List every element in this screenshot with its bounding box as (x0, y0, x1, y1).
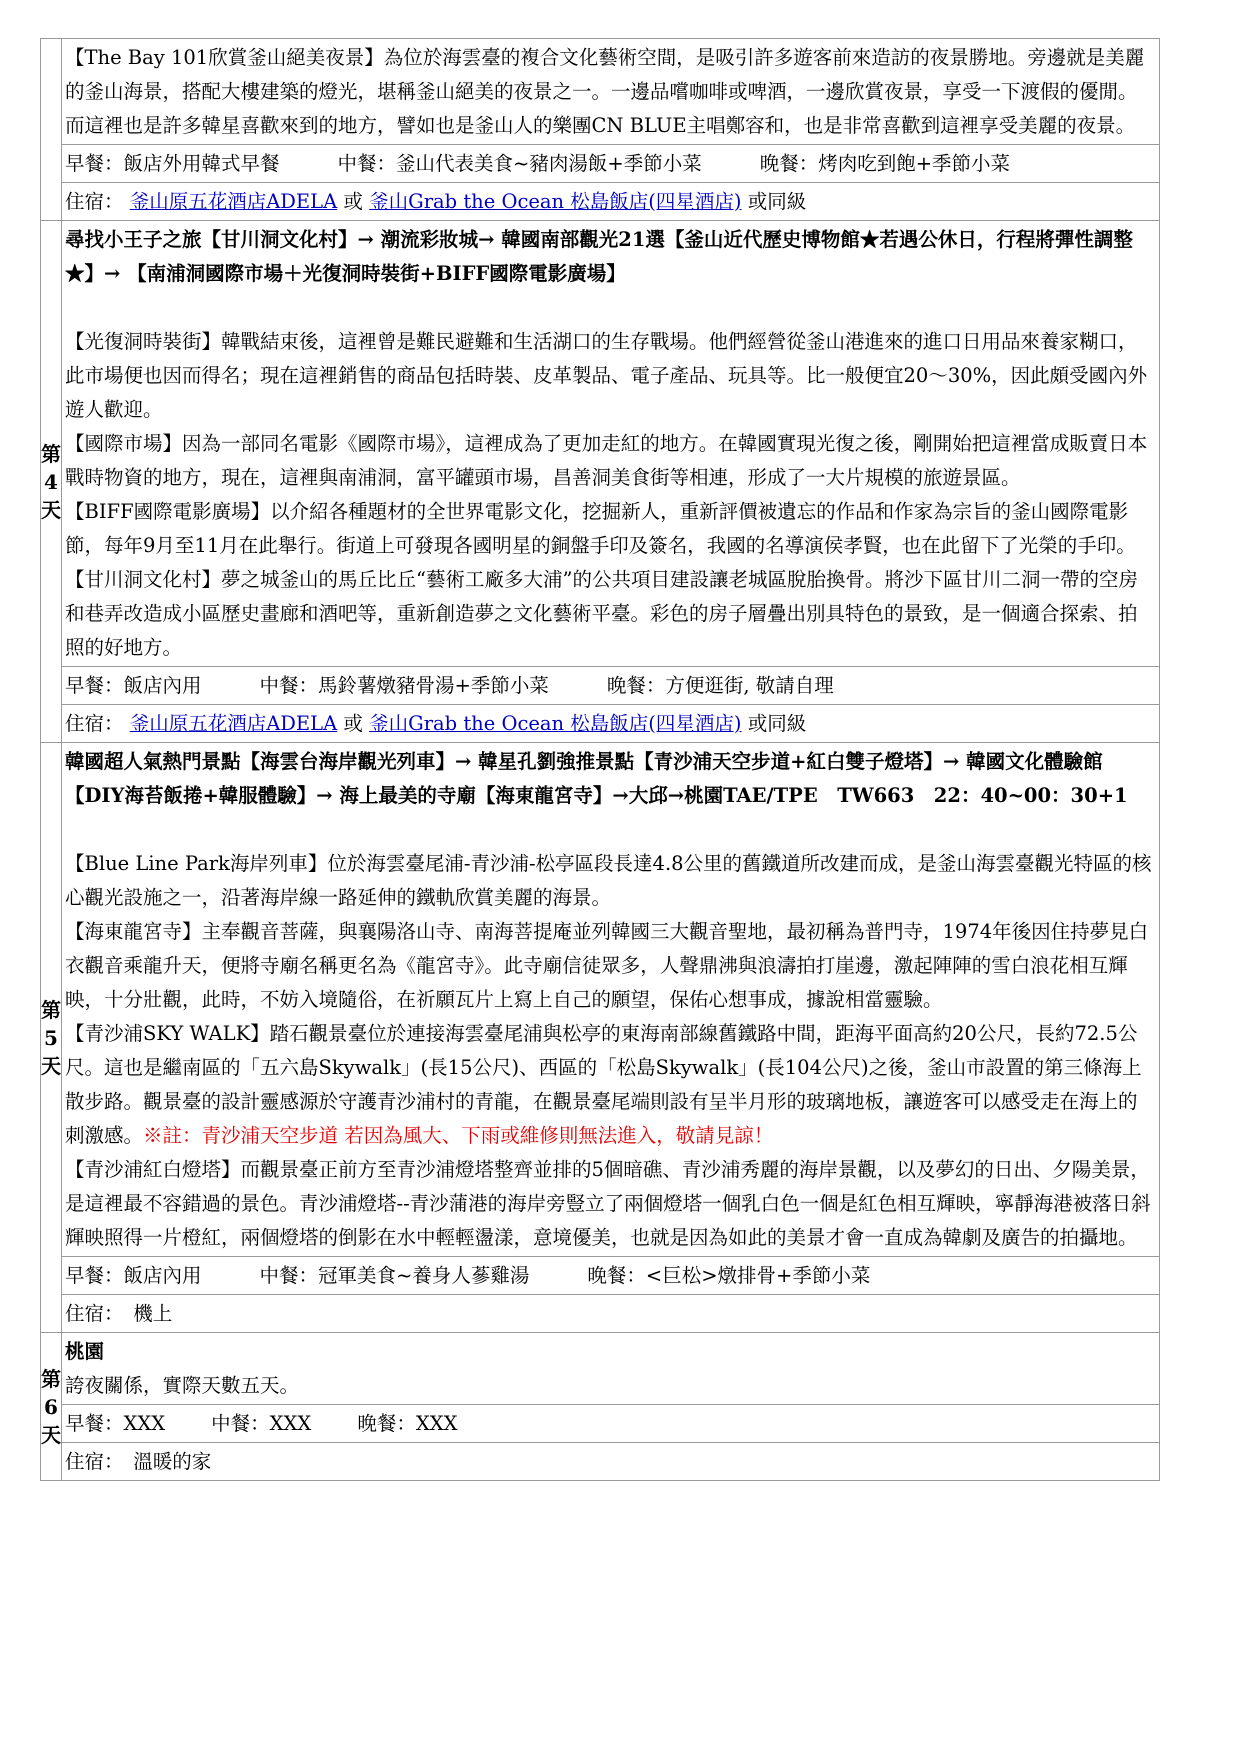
day5-desc (62, 743, 1160, 1257)
itinerary-table (40, 38, 1160, 1481)
day5-p4: 【青沙浦紅白燈塔】而觀景臺正前方至青沙浦燈塔整齊並排的5個暗礁、青沙浦秀麗的海岸景觀，以及夢幻的日出、夕陽美景，是這裡最不容錯過的景色。青沙浦燈塔--青沙蒲港的海岸旁豎立了兩個燈塔一個乳白色一個是紅色相互輝映，寧靜海港被落日斜輝映照得一片橙紅，兩個燈塔的倒影在水中輕輕盪漾，意境優美，也就是因為如此的美景才會一直成為韓劇及廣告的拍攝地。 (65, 1158, 1151, 1249)
day4-hotel-row (41, 705, 1160, 743)
day4-hotel (62, 705, 1160, 743)
day6-text: 誇夜關係，實際天數五天。 (65, 1374, 300, 1397)
day4-hotel-link-grab[interactable]: 釜山Grab the Ocean 松島飯店(四星酒店) (369, 712, 742, 735)
day4-hotel-link-adela[interactable]: 釜山原五花酒店ADELA (129, 712, 338, 735)
day4-desc (62, 221, 1160, 667)
day6-label-3: 天 (41, 1422, 61, 1447)
day3-desc: 【The Bay 101欣賞釜山絕美夜景】為位於海雲臺的複合文化藝術空間，是吸引許多遊客前來造訪的夜景勝地。旁邊就是美麗的釜山海景，搭配大樓建築的燈光，堪稱釜山絕美的夜景之一。一邊品嚐咖啡或啤酒，一邊欣賞夜景，享受一下渡假的優閒。而這裡也是許多韓星喜歡來到的地方，譬如也是釜山人的樂團CN BLUE主唱鄭容和，也是非常喜歡到這裡享受美麗的夜景。 (62, 39, 1160, 145)
day3-dinner: 晚餐：烤肉吃到飽+季節小菜 (759, 152, 1011, 175)
day6-breakfast: 早餐：XXX (65, 1412, 166, 1435)
day5-dinner: 晚餐：<巨松>燉排骨+季節小菜 (587, 1264, 871, 1287)
day4-label-cell (41, 221, 62, 743)
day3-hotel-label: 住宿： (65, 190, 124, 213)
day5-p2: 【海東龍宮寺】主奉觀音菩薩，與襄陽洛山寺、南海菩提庵並列韓國三大觀音聖地，最初稱為普門寺，1974年後因住持夢見白衣觀音乘龍升天，便將寺廟名稱更名為《龍宮寺》。此寺廟信徒眾多，人聲鼎沸與浪濤拍打崖邊，激起陣陣的雪白浪花相互輝映，十分壯觀，此時，不妨入境隨俗，在祈願瓦片上寫上自己的願望，保佑心想事成，據說相當靈驗。 (65, 920, 1149, 1011)
day3-hotel (62, 183, 1160, 221)
day4-title: 尋找小王子之旅【甘川洞文化村】→ 潮流彩妝城→ 韓國南部觀光21選【釜山近代歷史博物館★若遇公休日，行程將彈性調整★】→ 【南浦洞國際市場＋光復洞時裝街+BIFF國際電影廣場】 (65, 228, 1133, 285)
day5-label-1: 第 (41, 997, 61, 1022)
day6-label-2: 6 (44, 1394, 58, 1419)
day6-hotel-row (41, 1443, 1160, 1481)
day3-hotel-link-grab[interactable]: 釜山Grab the Ocean 松島飯店(四星酒店) (369, 190, 742, 213)
day4-label-1: 第 (41, 441, 61, 466)
day5-meals (62, 1257, 1160, 1295)
day4-label-2: 4 (44, 469, 58, 494)
day5-title: 韓國超人氣熱門景點【海雲台海岸觀光列車】→ 韓星孔劉強推景點【青沙浦天空步道+紅白雙子燈塔】→ 韓國文化體驗館【DIY海苔飯捲+韓服體驗】→ 海上最美的寺廟【海東龍宮寺】→大邱→桃園TAE/TPE TW663 22：40~00：30+1 (65, 750, 1128, 807)
day3-lunch: 中餐：釜山代表美食~豬肉湯飯+季節小菜 (337, 152, 702, 175)
day4-p2: 【國際市場】因為一部同名電影《國際市場》，這裡成為了更加走紅的地方。在韓國實現光復之後，剛開始把這裡當成販賣日本戰時物資的地方，現在，這裡與南浦洞，富平罐頭市場，昌善洞美食街等相連，形成了一大片規模的旅遊景區。 (65, 432, 1148, 489)
day4-desc-row (41, 221, 1160, 667)
day5-desc-row (41, 743, 1160, 1257)
day6-label-cell (41, 1333, 62, 1481)
day4-lunch: 中餐：馬鈴薯燉豬骨湯+季節小菜 (259, 674, 549, 697)
day5-label-cell (41, 743, 62, 1333)
day3-hotel-row (41, 183, 1160, 221)
day3-label-cell (41, 39, 62, 221)
day5-p3-wrap (65, 1017, 1156, 1153)
day4-hotel-or: 或 (343, 712, 363, 735)
day3-hotel-suffix: 或同級 (747, 190, 807, 213)
day6-desc (62, 1333, 1160, 1405)
day5-p1: 【Blue Line Park海岸列車】位於海雲臺尾浦-青沙浦-松亭區段長達4.8公里的舊鐵道所改建而成，是釜山海雲臺觀光特區的核心觀光設施之一，沿著海岸線一路延伸的鐵軌欣賞美麗的海景。 (65, 852, 1152, 909)
day5-hotel: 住宿： 機上 (62, 1295, 1160, 1333)
day5-note: ※註：青沙浦天空步道 若因為風大、下雨或維修則無法進入，敬請見諒！ (143, 1124, 774, 1147)
day5-p3: 【青沙浦SKY WALK】踏石觀景臺位於連接海雲臺尾浦與松亭的東海南部線舊鐵路中間，距海平面高約20公尺，長約72.5公尺。這也是繼南區的「五六島Skywalk」(長15公尺)、西區的「松島Skywalk」(長104公尺)之後，釜山市設置的第三條海上散步路。觀景臺的設計靈感源於守護青沙浦村的青龍，在觀景臺尾端則設有呈半月形的玻璃地板，讓遊客可以感受走在海上的刺激感。 (65, 1022, 1142, 1147)
day5-lunch: 中餐：冠軍美食~養身人蔘雞湯 (259, 1264, 530, 1287)
day4-p3: 【BIFF國際電影廣場】以介紹各種題材的全世界電影文化，挖掘新人，重新評價被遺忘的作品和作家為宗旨的釜山國際電影節，每年9月至11月在此舉行。街道上可發現各國明星的銅盤手印及簽名，我國的名導演侯孝賢，也在此留下了光榮的手印。 (65, 500, 1136, 557)
day4-meals-row (41, 667, 1160, 705)
day5-label-2: 5 (44, 1025, 58, 1050)
day4-p1: 【光復洞時裝街】韓戰結束後，這裡曾是難民避難和生活湖口的生存戰場。他們經營從釜山港進來的進口日用品來養家糊口，此市場便也因而得名；現在這裡銷售的商品包括時裝、皮革製品、電子產品、玩具等。比一般便宜20～30%，因此頗受國內外遊人歡迎。 (65, 330, 1148, 421)
day6-label-1: 第 (41, 1366, 61, 1391)
day6-desc-row (41, 1333, 1160, 1405)
day3-breakfast: 早餐：飯店外用韓式早餐 (65, 152, 280, 175)
day4-label-3: 天 (41, 497, 61, 522)
day3-meals-row (41, 145, 1160, 183)
day6-lunch: 中餐：XXX (211, 1412, 312, 1435)
day3-meals (62, 145, 1160, 183)
day4-hotel-suffix: 或同級 (747, 712, 807, 735)
day5-breakfast: 早餐：飯店內用 (65, 1264, 202, 1287)
day4-hotel-label: 住宿： (65, 712, 124, 735)
day6-meals-row (41, 1405, 1160, 1443)
day4-p4: 【甘川洞文化村】夢之城釜山的馬丘比丘“藝術工廠多大浦”的公共項目建設讓老城區脫胎換骨。將沙下區甘川二洞一帶的空房和巷弄改造成小區歷史畫廊和酒吧等，重新創造夢之文化藝術平臺。彩色的房子層疊出別具特色的景致，是一個適合探索、拍照的好地方。 (65, 568, 1138, 659)
day6-hotel: 住宿： 溫暖的家 (62, 1443, 1160, 1481)
day6-title: 桃園 (65, 1340, 105, 1363)
day5-meals-row (41, 1257, 1160, 1295)
day4-meals (62, 667, 1160, 705)
day3-hotel-link-adela[interactable]: 釜山原五花酒店ADELA (129, 190, 338, 213)
day4-breakfast: 早餐：飯店內用 (65, 674, 202, 697)
day6-meals (62, 1405, 1160, 1443)
day4-dinner: 晚餐：方便逛街, 敬請自理 (606, 674, 834, 697)
day6-dinner: 晚餐：XXX (357, 1412, 458, 1435)
day5-hotel-row (41, 1295, 1160, 1333)
day3-hotel-or: 或 (343, 190, 363, 213)
day3-desc-row (41, 39, 1160, 145)
day5-label-3: 天 (41, 1053, 61, 1078)
